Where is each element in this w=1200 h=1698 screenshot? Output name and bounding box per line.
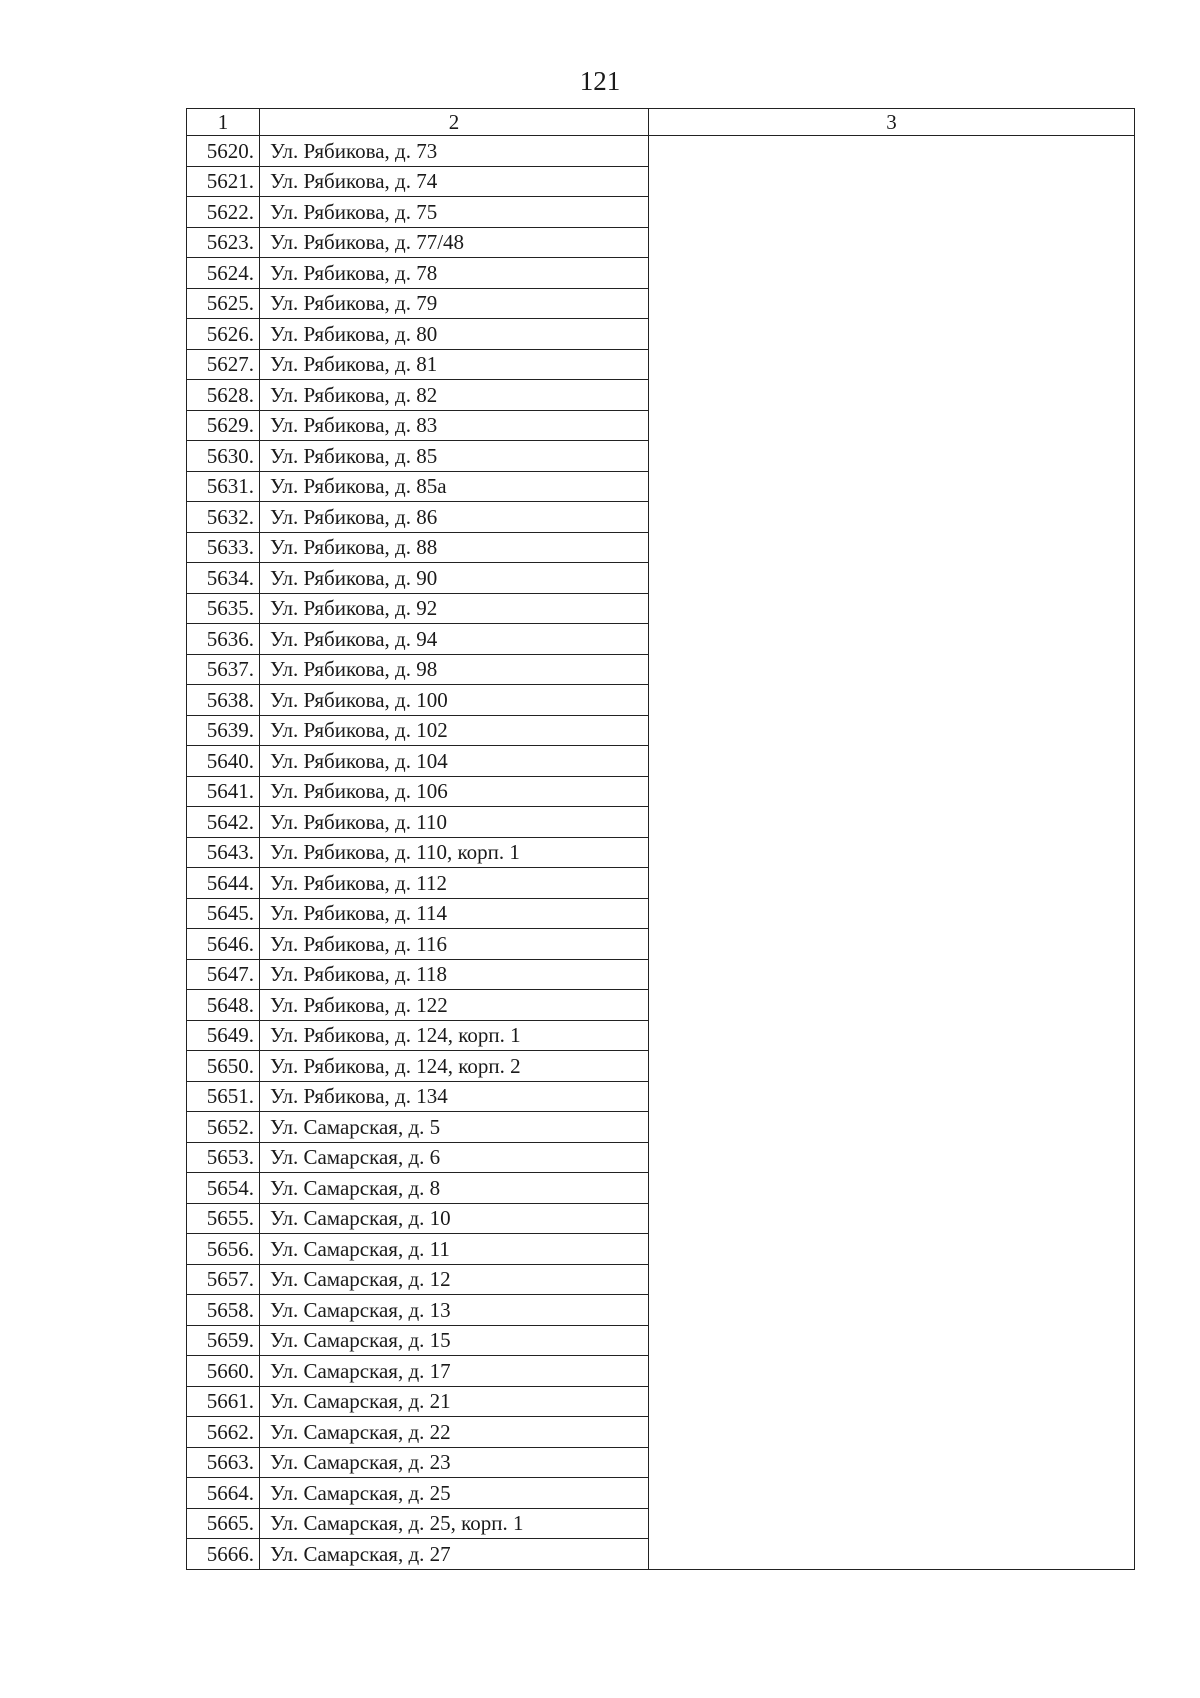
table-row: [187, 776, 1135, 807]
row-col-3: [649, 1142, 1135, 1173]
row-address: Ул. Самарская, д. 27: [260, 1539, 649, 1570]
row-number: 5642.: [187, 807, 260, 838]
row-col-3: [649, 624, 1135, 655]
row-address: Ул. Самарская, д. 15: [260, 1325, 649, 1356]
row-address: Ул. Рябикова, д. 77/48: [260, 227, 649, 258]
row-col-3: [649, 837, 1135, 868]
row-col-3: [649, 654, 1135, 685]
row-number: 5639.: [187, 715, 260, 746]
row-col-3: [649, 1112, 1135, 1143]
row-col-3: [649, 776, 1135, 807]
row-number: 5647.: [187, 959, 260, 990]
row-col-3: [649, 1081, 1135, 1112]
row-number: 5633.: [187, 532, 260, 563]
table-row: [187, 1203, 1135, 1234]
row-address: Ул. Самарская, д. 5: [260, 1112, 649, 1143]
row-number: 5622.: [187, 197, 260, 228]
table-row: [187, 654, 1135, 685]
row-number: 5664.: [187, 1478, 260, 1509]
table-row: [187, 1173, 1135, 1204]
row-number: 5635.: [187, 593, 260, 624]
row-number: 5665.: [187, 1508, 260, 1539]
row-col-3: [649, 1356, 1135, 1387]
table-row: [187, 837, 1135, 868]
row-address: Ул. Рябикова, д. 90: [260, 563, 649, 594]
table-body: [187, 136, 1135, 1570]
row-col-3: [649, 410, 1135, 441]
row-col-3: [649, 715, 1135, 746]
table-row: [187, 1508, 1135, 1539]
table-row: [187, 166, 1135, 197]
row-address: Ул. Рябикова, д. 80: [260, 319, 649, 350]
row-number: 5631.: [187, 471, 260, 502]
row-number: 5645.: [187, 898, 260, 929]
table-row: [187, 715, 1135, 746]
header-col-3: 3: [649, 109, 1135, 136]
row-col-3: [649, 1295, 1135, 1326]
row-address: Ул. Рябикова, д. 92: [260, 593, 649, 624]
row-number: 5662.: [187, 1417, 260, 1448]
table-row: [187, 1234, 1135, 1265]
row-col-3: [649, 1020, 1135, 1051]
row-col-3: [649, 1508, 1135, 1539]
row-address: Ул. Рябикова, д. 116: [260, 929, 649, 960]
row-address: Ул. Рябикова, д. 74: [260, 166, 649, 197]
row-col-3: [649, 166, 1135, 197]
row-number: 5625.: [187, 288, 260, 319]
row-number: 5657.: [187, 1264, 260, 1295]
row-number: 5623.: [187, 227, 260, 258]
table-row: [187, 319, 1135, 350]
row-address: Ул. Самарская, д. 22: [260, 1417, 649, 1448]
table-row: [187, 1356, 1135, 1387]
row-col-3: [649, 471, 1135, 502]
row-col-3: [649, 1539, 1135, 1570]
row-number: 5627.: [187, 349, 260, 380]
table-row: [187, 1325, 1135, 1356]
row-number: 5643.: [187, 837, 260, 868]
row-address: Ул. Рябикова, д. 110: [260, 807, 649, 838]
row-number: 5621.: [187, 166, 260, 197]
row-col-3: [649, 868, 1135, 899]
row-col-3: [649, 807, 1135, 838]
row-col-3: [649, 441, 1135, 472]
table-row: [187, 227, 1135, 258]
table-row: [187, 502, 1135, 533]
table-row: [187, 868, 1135, 899]
row-address: Ул. Рябикова, д. 106: [260, 776, 649, 807]
row-number: 5648.: [187, 990, 260, 1021]
row-number: 5658.: [187, 1295, 260, 1326]
row-col-3: [649, 1447, 1135, 1478]
table-row: [187, 898, 1135, 929]
row-address: Ул. Рябикова, д. 98: [260, 654, 649, 685]
table-row: [187, 746, 1135, 777]
row-number: 5637.: [187, 654, 260, 685]
row-address: Ул. Рябикова, д. 104: [260, 746, 649, 777]
row-col-3: [649, 959, 1135, 990]
row-number: 5632.: [187, 502, 260, 533]
row-address: Ул. Самарская, д. 21: [260, 1386, 649, 1417]
table-row: [187, 441, 1135, 472]
table-row: [187, 563, 1135, 594]
row-address: Ул. Рябикова, д. 75: [260, 197, 649, 228]
table-row: [187, 624, 1135, 655]
row-number: 5640.: [187, 746, 260, 777]
row-col-3: [649, 1173, 1135, 1204]
row-number: 5661.: [187, 1386, 260, 1417]
table-row: [187, 1081, 1135, 1112]
row-col-3: [649, 197, 1135, 228]
row-address: Ул. Рябикова, д. 94: [260, 624, 649, 655]
header-col-1: 1: [187, 109, 260, 136]
row-col-3: [649, 990, 1135, 1021]
row-number: 5653.: [187, 1142, 260, 1173]
row-address: Ул. Самарская, д. 11: [260, 1234, 649, 1265]
row-number: 5649.: [187, 1020, 260, 1051]
row-number: 5652.: [187, 1112, 260, 1143]
row-number: 5630.: [187, 441, 260, 472]
table-row: [187, 1295, 1135, 1326]
row-address: Ул. Рябикова, д. 100: [260, 685, 649, 716]
row-number: 5651.: [187, 1081, 260, 1112]
row-number: 5624.: [187, 258, 260, 289]
table-row: [187, 380, 1135, 411]
table-row: [187, 593, 1135, 624]
row-address: Ул. Рябикова, д. 134: [260, 1081, 649, 1112]
header-col-2: 2: [260, 109, 649, 136]
table-header: [187, 109, 1135, 136]
table-row: [187, 1539, 1135, 1570]
row-number: 5655.: [187, 1203, 260, 1234]
table-row: [187, 349, 1135, 380]
row-number: 5634.: [187, 563, 260, 594]
row-col-3: [649, 685, 1135, 716]
row-number: 5663.: [187, 1447, 260, 1478]
row-col-3: [649, 1051, 1135, 1082]
row-address: Ул. Рябикова, д. 86: [260, 502, 649, 533]
row-number: 5666.: [187, 1539, 260, 1570]
row-number: 5629.: [187, 410, 260, 441]
table-row: [187, 959, 1135, 990]
row-col-3: [649, 380, 1135, 411]
row-address: Ул. Самарская, д. 17: [260, 1356, 649, 1387]
row-address: Ул. Рябикова, д. 88: [260, 532, 649, 563]
row-address: Ул. Самарская, д. 12: [260, 1264, 649, 1295]
row-number: 5626.: [187, 319, 260, 350]
row-address: Ул. Рябикова, д. 118: [260, 959, 649, 990]
row-col-3: [649, 1417, 1135, 1448]
row-col-3: [649, 1234, 1135, 1265]
row-address: Ул. Самарская, д. 8: [260, 1173, 649, 1204]
table-row: [187, 1417, 1135, 1448]
row-address: Ул. Рябикова, д. 78: [260, 258, 649, 289]
row-address: Ул. Рябикова, д. 110, корп. 1: [260, 837, 649, 868]
row-col-3: [649, 929, 1135, 960]
row-number: 5636.: [187, 624, 260, 655]
table-row: [187, 929, 1135, 960]
table-row: [187, 197, 1135, 228]
row-col-3: [649, 349, 1135, 380]
table-row: [187, 1051, 1135, 1082]
row-address: Ул. Самарская, д. 13: [260, 1295, 649, 1326]
row-number: 5644.: [187, 868, 260, 899]
row-col-3: [649, 288, 1135, 319]
table-row: [187, 288, 1135, 319]
table-row: [187, 1020, 1135, 1051]
row-number: 5628.: [187, 380, 260, 411]
table-row: [187, 1112, 1135, 1143]
row-col-3: [649, 502, 1135, 533]
row-address: Ул. Рябикова, д. 79: [260, 288, 649, 319]
table-row: [187, 807, 1135, 838]
row-col-3: [649, 532, 1135, 563]
page-number: 121: [579, 66, 621, 96]
row-number: 5656.: [187, 1234, 260, 1265]
row-number: 5650.: [187, 1051, 260, 1082]
table-row: [187, 990, 1135, 1021]
row-address: Ул. Рябикова, д. 102: [260, 715, 649, 746]
row-col-3: [649, 1386, 1135, 1417]
row-address: Ул. Рябикова, д. 112: [260, 868, 649, 899]
row-col-3: [649, 1325, 1135, 1356]
table-row: [187, 410, 1135, 441]
row-address: Ул. Рябикова, д. 124, корп. 1: [260, 1020, 649, 1051]
row-address: Ул. Рябикова, д. 73: [260, 136, 649, 167]
row-address: Ул. Рябикова, д. 122: [260, 990, 649, 1021]
table-row: [187, 685, 1135, 716]
row-address: Ул. Самарская, д. 25: [260, 1478, 649, 1509]
row-address: Ул. Рябикова, д. 81: [260, 349, 649, 380]
header-row: [187, 109, 1135, 136]
row-address: Ул. Рябикова, д. 82: [260, 380, 649, 411]
row-number: 5620.: [187, 136, 260, 167]
row-number: 5638.: [187, 685, 260, 716]
row-col-3: [649, 1264, 1135, 1295]
table-row: [187, 1447, 1135, 1478]
row-number: 5659.: [187, 1325, 260, 1356]
row-address: Ул. Рябикова, д. 124, корп. 2: [260, 1051, 649, 1082]
table-row: [187, 258, 1135, 289]
row-col-3: [649, 319, 1135, 350]
table-row: [187, 1386, 1135, 1417]
row-address: Ул. Рябикова, д. 114: [260, 898, 649, 929]
address-table: [186, 108, 1135, 1570]
row-col-3: [649, 563, 1135, 594]
table-row: [187, 471, 1135, 502]
table-row: [187, 1264, 1135, 1295]
row-address: Ул. Рябикова, д. 85: [260, 441, 649, 472]
row-number: 5646.: [187, 929, 260, 960]
row-number: 5660.: [187, 1356, 260, 1387]
row-col-3: [649, 593, 1135, 624]
row-col-3: [649, 227, 1135, 258]
row-col-3: [649, 136, 1135, 167]
row-address: Ул. Самарская, д. 10: [260, 1203, 649, 1234]
row-address: Ул. Самарская, д. 23: [260, 1447, 649, 1478]
table-row: [187, 136, 1135, 167]
row-col-3: [649, 898, 1135, 929]
table-row: [187, 1478, 1135, 1509]
row-address: Ул. Рябикова, д. 83: [260, 410, 649, 441]
row-address: Ул. Самарская, д. 6: [260, 1142, 649, 1173]
row-col-3: [649, 1203, 1135, 1234]
row-address: Ул. Самарская, д. 25, корп. 1: [260, 1508, 649, 1539]
row-number: 5641.: [187, 776, 260, 807]
row-number: 5654.: [187, 1173, 260, 1204]
row-address: Ул. Рябикова, д. 85а: [260, 471, 649, 502]
row-col-3: [649, 746, 1135, 777]
table-row: [187, 532, 1135, 563]
row-col-3: [649, 258, 1135, 289]
table-row: [187, 1142, 1135, 1173]
row-col-3: [649, 1478, 1135, 1509]
